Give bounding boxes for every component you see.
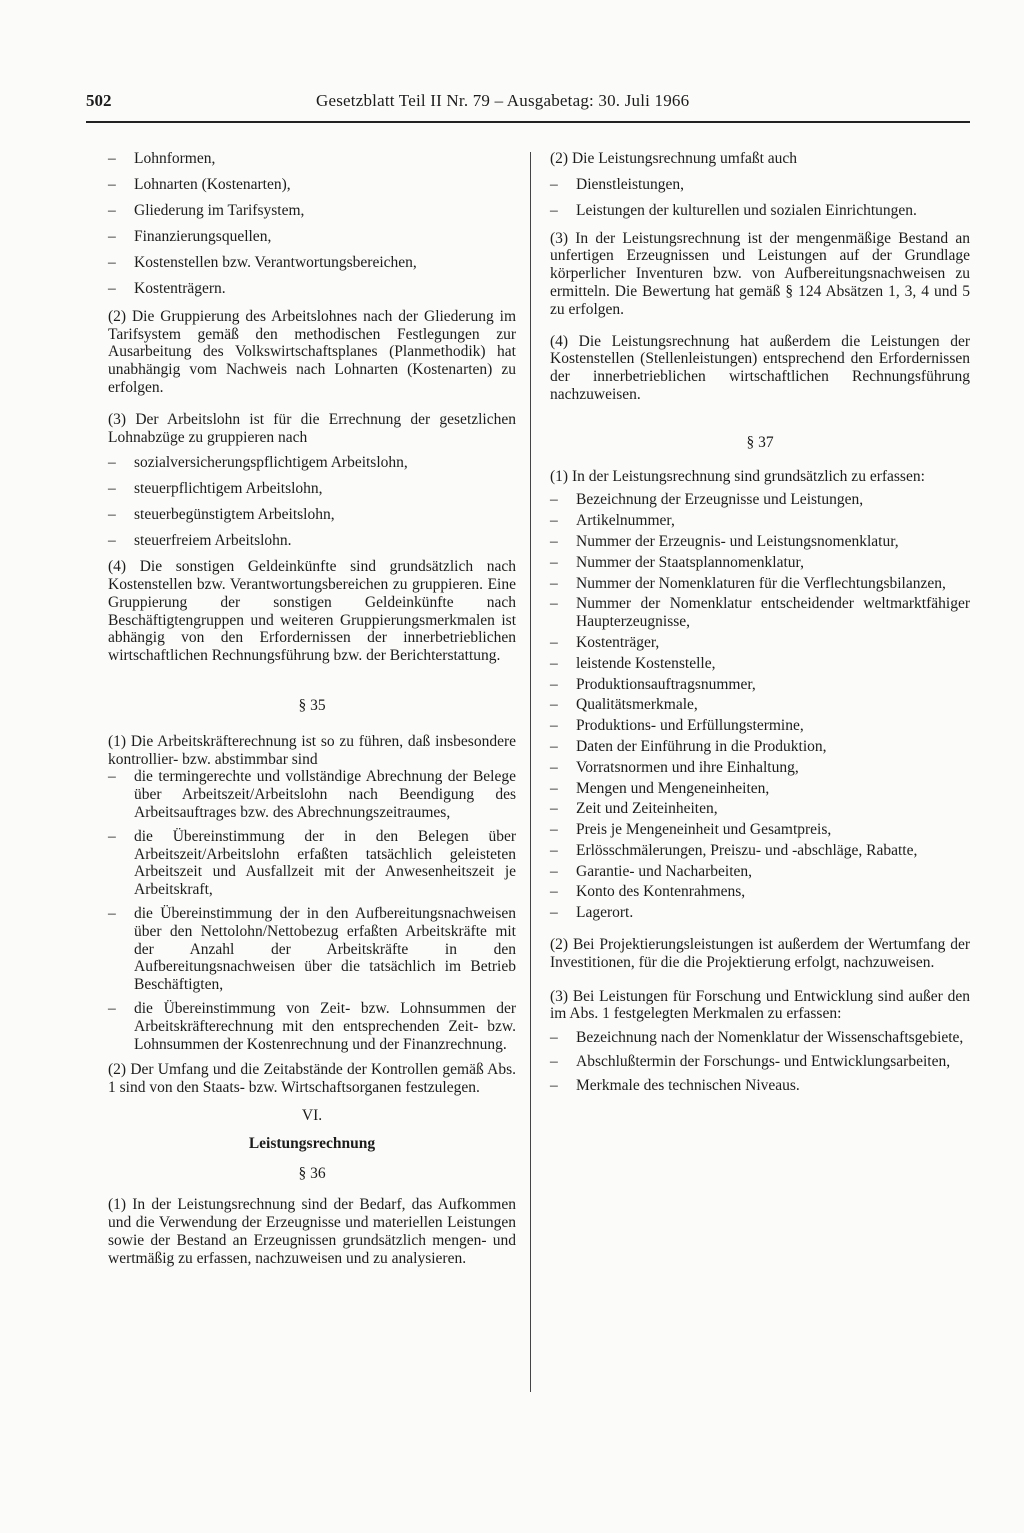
control-list: [108, 768, 516, 1053]
list-item: – Zeit und Zeiteinheiten,: [550, 800, 970, 818]
section-35-heading: § 35: [298, 697, 326, 715]
section-36-paragraph-1: (1) In der Leistungsrechnung sind der Bedarf, das Aufkommen und die Verwendung der Erzeugnisse und materiellen Leistungen sowie der Bestand an Erzeugnissen grundsätzlich mengen- und wertmäßig zu erfassen, nachzuweisen und zu analysieren.: [108, 1196, 516, 1267]
list-item: – Bezeichnung der Erzeugnisse und Leistungen,: [550, 491, 970, 509]
list-item: – Kostenträger,: [550, 634, 970, 652]
list-item: – leistende Kostenstelle,: [550, 655, 970, 673]
list-item: – Daten der Einführung in die Produktion,: [550, 738, 970, 756]
list-item: – Dienstleistungen,: [550, 176, 970, 194]
section-35-paragraph-2: (2) Der Umfang und die Zeitabstände der Kontrollen gemäß Abs. 1 sind von den Staats- bzw. Wirtschaftsorganen festzulegen.: [108, 1061, 516, 1097]
page-number: 502: [86, 91, 112, 110]
list-item: – Kostenstellen bzw. Verantwortungsbereichen,: [108, 254, 516, 272]
section-37-paragraph-2: (2) Bei Projektierungsleistungen ist außerdem der Wertumfang der Investitionen, für die die Projektierung erfolgt, nachzuweisen.: [550, 936, 970, 971]
list-item: – Erlösschmälerungen, Preiszu- und -abschläge, Rabatte,: [550, 842, 970, 860]
list-item: – Bezeichnung nach der Nomenklatur der Wissenschaftsgebiete,: [550, 1029, 970, 1047]
list-item: – Mengen und Mengeneinheiten,: [550, 780, 970, 798]
service-list: [550, 176, 970, 220]
list-item: – Nummer der Staatsplannomenklatur,: [550, 554, 970, 572]
list-item: – Nummer der Nomenklatur entscheidender weltmarktfähiger Haupterzeugnisse,: [550, 595, 970, 631]
list-item: – Produktionsauftragsnummer,: [550, 676, 970, 694]
section-36-paragraph-3: (3) In der Leistungsrechnung ist der mengenmäßige Bestand an unfertigen Erzeugnissen und Leistungen auf der Grundlage körperlicher Inventuren bzw. von Aufbereitungsnachweisen zu ermitteln. Die Bewertung hat gemäß § 124 Absätzen 1, 3, 4 und 5 zu erfolgen.: [550, 229, 970, 318]
record-items-list: [550, 491, 970, 922]
paragraph-2: (2) Die Gruppierung des Arbeitslohnes nach der Gliederung im Tarifsystem gemäß den methodischen Festlegungen zur Ausarbeitung des Volkswirtschaftsplanes (Planmethodik) hat unabhängig vom Nachweis nach Lohnarten (Kostenarten) zu erfolgen.: [108, 307, 516, 396]
section-36-paragraph-4: (4) Die Leistungsrechnung hat außerdem die Leistungen der Kostenstellen (Stellenleistungen) entsprechend den Erfordernissen der innerbetrieblichen wirtschaftlichen Rechnungsführung nachzuweisen.: [550, 332, 970, 403]
page-header: [86, 89, 970, 123]
list-item: – die Übereinstimmung der in den Belegen über Arbeitszeit/Arbeitslohn erfaßten tatsächlich geleisteten Arbeitszeit und Ausfallzeit mit der Anwesenheitszeit je Arbeitskraft,: [108, 828, 516, 899]
list-item: – Nummer der Erzeugnis- und Leistungsnomenklatur,: [550, 533, 970, 551]
wage-group-list: [108, 454, 516, 550]
list-item: – sozialversicherungspflichtigem Arbeitslohn,: [108, 454, 516, 472]
list-item: – steuerpflichtigem Arbeitslohn,: [108, 480, 516, 498]
running-title: Gesetzblatt Teil II Nr. 79 – Ausgabetag: 30. Juli 1966: [316, 91, 690, 110]
section-37-heading: § 37: [746, 433, 774, 451]
list-item: – Lagerort.: [550, 904, 970, 922]
section-36-heading: § 36: [298, 1164, 326, 1182]
list-item: – Qualitätsmerkmale,: [550, 696, 970, 714]
list-item: – Garantie- und Nacharbeiten,: [550, 863, 970, 881]
list-item: – Preis je Mengeneinheit und Gesamtpreis,: [550, 821, 970, 839]
list-item: – steuerbegünstigtem Arbeitslohn,: [108, 506, 516, 524]
list-item: – Gliederung im Tarifsystem,: [108, 202, 516, 220]
list-item: – Leistungen der kulturellen und sozialen Einrichtungen.: [550, 202, 970, 220]
list-item: – Lohnformen,: [108, 150, 516, 168]
list-item: – die Übereinstimmung der in den Aufbereitungsnachweisen über den Nettolohn/Nettobezug erfaßten Arbeitskräfte mit der Anzahl der Arbeitskräfte in den Aufbereitungsnachweisen über die tatsächlich im Betrieb Beschäftigten,: [108, 905, 516, 994]
list-item: – Artikelnummer,: [550, 512, 970, 530]
list-item: – Konto des Kontenrahmens,: [550, 883, 970, 901]
list-item: – steuerfreiem Arbeitslohn.: [108, 532, 516, 550]
research-items-list: [550, 1029, 970, 1094]
list-item: – Abschlußtermin der Forschungs- und Entwicklungsarbeiten,: [550, 1053, 970, 1071]
part-numeral: VI.: [301, 1106, 323, 1124]
list-item: – Merkmale des technischen Niveaus.: [550, 1077, 970, 1095]
section-37-paragraph-1: (1) In der Leistungsrechnung sind grundsätzlich zu erfassen:: [550, 467, 925, 485]
section-37-paragraph-3: (3) Bei Leistungen für Forschung und Entwicklung sind außer den im Abs. 1 festgelegten Merkmalen zu erfassen:: [550, 987, 970, 1023]
left-column: [108, 150, 516, 1268]
list-item: – die Übereinstimmung von Zeit- bzw. Lohnsummen der Arbeitskräfterechnung mit den entsprechenden Zeit- bzw. Lohnsummen der Kostenrechnung und der Finanzrechnung.: [108, 1000, 516, 1053]
part-title: Leistungsrechnung: [248, 1134, 376, 1152]
intro-list: [108, 150, 516, 298]
paragraph-4: (4) Die sonstigen Geldeinkünfte sind grundsätzlich nach Kostenstellen bzw. Verantwortungsbereichen zu gruppieren. Eine Gruppierung der sonstigen Geldeinkünfte nach Beschäftigtengruppen und weiteren Gruppierungsmerkmalen ist abhängig von den Erfordernissen der innerbetrieblichen wirtschaftlichen Rechnungsführung bzw. der Berichterstattung.: [108, 558, 516, 665]
list-item: – Produktions- und Erfüllungstermine,: [550, 717, 970, 735]
list-item: – Finanzierungsquellen,: [108, 228, 516, 246]
section-36-paragraph-2: (2) Die Leistungsrechnung umfaßt auch: [550, 150, 798, 167]
list-item: – Kostenträgern.: [108, 280, 516, 298]
right-column: [550, 150, 970, 1101]
list-item: – Vorratsnormen und ihre Einhaltung,: [550, 759, 970, 777]
paragraph-3: (3) Der Arbeitslohn ist für die Errechnung der gesetzlichen Lohnabzüge zu gruppieren nach: [108, 410, 516, 446]
list-item: – Nummer der Nomenklaturen für die Verflechtungsbilanzen,: [550, 575, 970, 593]
list-item: – Lohnarten (Kostenarten),: [108, 176, 516, 194]
section-35-paragraph-1: (1) Die Arbeitskräfterechnung ist so zu führen, daß insbesondere kontrollier- bzw. abstimmbar sind: [108, 732, 516, 768]
list-item: – die termingerechte und vollständige Abrechnung der Belege über Arbeitszeit/Arbeitslohn nach Beendigung des Arbeitsauftrages bzw. des Abrechnungszeitraumes,: [108, 768, 516, 821]
column-divider: [530, 152, 531, 1392]
